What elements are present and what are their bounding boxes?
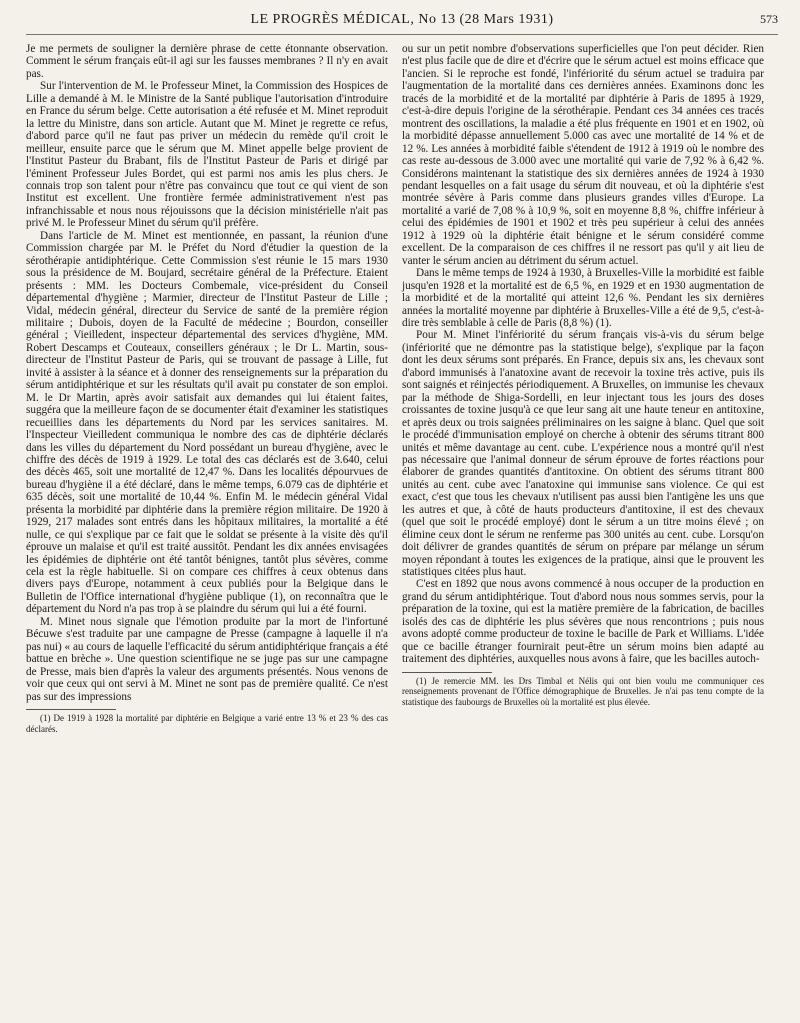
footnote: (1) De 1919 à 1928 la mortalité par diphtérie en Belgique a varié entre 13 % et 23 % des cas déclarés. <box>26 713 388 734</box>
text-columns <box>26 43 778 734</box>
paragraph: Sur l'intervention de M. le Professeur Minet, la Commission des Hospices de Lille a demandé à M. le Ministre de la Santé publique l'autorisation d'introduire en France du sérum belge. Cette autorisation a été refusée et M. Minet reproduit la lettre du Ministre, dans son article. Autant que M. Minet je regrette ce refus, d'abord parce qu'il ne faut pas priver un médecin du remède qu'il croit le meilleur, ensuite parce que le sérum que M. Minet appelle belge provient de l'Institut Pasteur du Brabant, fils de l'Institut Pasteur de Paris et dirigé par l'éminent Professeur Jules Bordet, qui est parmi nos amis les plus chers. Je connais trop son talent pour n'être pas convaincu que tout ce qui vient de son Institut est excellent. Une frontière fermée administrativement n'est pas infranchissable et nous nous réjouissons que la décision ministérielle n'ait pas privé M. le Professeur Minet du sérum qu'il préfère. <box>26 80 388 230</box>
running-header <box>26 8 778 35</box>
journal-title: LE PROGRÈS MÉDICAL, No 13 (28 Mars 1931) <box>250 12 554 27</box>
page-number: 573 <box>760 12 778 26</box>
paragraph: M. Minet nous signale que l'émotion produite par la mort de l'infortuné Bécuwe s'est traduite par une campagne de Presse (campagne à laquelle il n'a pas nui) « au cours de laquelle l'efficacité du sérum antidiphtérique français a été battue en brèche ». Une question scientifique ne se juge pas sur une campagne de Presse, mais bien d'après la valeur des arguments présentés. Nous venons de voir que ceux qui ont servi à M. Minet ne sont pas de première qualité. Ce n'est pas sur des impressions <box>26 615 388 703</box>
left-column <box>26 43 388 734</box>
footnote-divider <box>402 672 492 673</box>
footnote: (1) Je remercie MM. les Drs Timbal et Nélis qui ont bien voulu me communiquer ces renseignements provenant de l'Office démographique de Bruxelles. Je n'ai pas tenu compte de la statistique des faubourgs de Bruxelles où la mortalité est plus élevée. <box>402 675 764 707</box>
footnote-divider <box>26 709 116 710</box>
paragraph: ou sur un petit nombre d'observations superficielles que l'on peut décider. Rien n'est plus facile que de dire et d'écrire que le sérum actuel est moins efficace que l'ancien. Si le reproche est fondé, l'infériorité du sérum actuel se traduira par l'augmentation de la mortalité dans ces dernières années. Examinons donc les tracés de la morbidité et de la mortalité par diphtérie à Paris de 1895 à 1929, c'est-à-dire depuis l'origine de la sérothérapie. Pendant ces 34 années ces tracés montrent des oscillations, la maladie a été plus fréquente en 1901 et en 1902, où la morbidité dépasse annuellement 5.000 cas avec une mortalité de 14 % et de 12 %. Les années à morbidité faible s'étendent de 1912 à 1919 où le nombre des cas reste au-dessous de 3.000 avec une mortalité qui varie de 7,92 % à 6,42 %. Considérons maintenant la statistique des six dernières années de 1924 à 1930 pendant lesquelles on a fait usage du sérum dit nouveau, et où la diphtérie s'est montrée sévère à Paris comme dans plusieurs grandes villes d'Europe. La mortalité a varié de 7,08 % à 10,9 %, soit en moyenne 8,8 %, chiffre inférieur à celui des épidémies de 1901 et 1902 et très peu supérieur à celui des années 1912 à 1929 où la diphtérie était bénigne et le sérum considéré comme excellent. De la comparaison de ces chiffres il ne ressort pas qu'il y ait lieu de vanter le sérum ancien au détriment du sérum actuel. <box>402 43 764 267</box>
paragraph: Je me permets de souligner la dernière phrase de cette étonnante observation. Comment le sérum français eût-il agi sur les fausses membranes ? Il n'y en avait pas. <box>26 43 388 80</box>
right-column <box>402 43 764 734</box>
paragraph: C'est en 1892 que nous avons commencé à nous occuper de la production en grand du sérum antidiphtérique. Tout d'abord nous nous sommes servis, pour la préparation de la toxine, qui est la matière première de la fabrication, de bacilles isolés des cas de diphtérie les plus sévères que nous rencontrions ; puis nous avons adopté comme producteur de toxine le bacille de Park et Williams. L'idée que ce bacille étranger fournirait peut-être un sérum moins bien adapté au traitement des diphtéries, auxquelles nous avons à faire, que les bacilles autoch- <box>402 578 764 666</box>
paragraph: Dans l'article de M. Minet est mentionnée, en passant, la réunion d'une Commission chargée par M. le Préfet du Nord d'étudier la question de la sérothérapie antidiphtérique. Cette Commission s'est réunie le 15 mars 1930 sous la présidence de M. Boujard, secrétaire général de la Préfecture. Etaient présents : MM. les Docteurs Combemale, vice-président du Conseil départemental d'hygiène ; Marmier, directeur de l'Institut Pasteur de Lille ; Vidal, médecin général, directeur du Service de santé de la première région militaire ; Dubois, doyen de la Faculté de médecine ; Bourdon, conseiller général ; Vieilledent, inspecteur départemental des services d'hygiène, MM. Robert Descamps et Couteaux, conseillers généraux ; le Dr L. Martin, sous-directeur de l'Institut Pasteur de Paris, qui se trouvant de passage à Lille, fut invité à assister à la séance et à donner des renseignements sur la préparation du sérum antidiphtérique et sur les résultats qu'il avait pu constater de son emploi. M. le Dr Martin, après avoir satisfait aux demandes qui lui étaient faites, suggéra que la meilleure façon de se documenter était d'examiner les statistiques recueillies dans les départements du Nord par les services sanitaires. M. l'Inspecteur Vieilledent communiqua le nombre des cas de diphtérie déclarés dans les villes du département du Nord possédant un bureau d'hygiène, avec le chiffre des décès de 1919 à 1929. Le total des cas déclarés est de 3.640, celui des décès 465, soit une mortalité de 12,47 %. Dans les localités dépourvues de bureau d'hygiène il a été déclaré, dans le même temps, 6.079 cas de diphtérie et 635 décès, soit une mortalité de 10,44 %. Enfin M. le médecin général Vidal présenta la morbidité par diphtérie dans la première région militaire. De 1920 à 1929, 217 malades sont entrés dans les hôpitaux militaires, la mortalité a été nulle, ce qui s'explique par ce fait que le soldat se présente à la visite dès qu'il éprouve un malaise et qu'il est traité aussitôt. Pendant les dix années envisagées les épidémies de diphtérie ont été tantôt bénignes, tantôt plus sévères, comme cela est la règle habituelle. Si on compare ces chiffres à ceux obtenus dans divers pays d'Europe, notamment à ceux publiés pour la Belgique dans le Bulletin de l'Office international d'hygiène publique (1), on reconnaîtra que le département du Nord n'a pas trop à se plaindre du sérum qui lui a été fourni. <box>26 229 388 616</box>
paragraph: Pour M. Minet l'infériorité du sérum français vis-à-vis du sérum belge (infériorité que ne démontre pas la statistique belge), s'explique par la façon dont les deux sérums sont préparés. En France, depuis six ans, les chevaux sont d'abord immunisés à l'anatoxine avant de recevoir la toxine très active, puis ils sont saignés et réinjectés périodiquement. A Bruxelles, on immunise les chevaux par la méthode de Shiga-Sordelli, en leur injectant tous les jours des doses croissantes de toxine jusqu'à ce que leur sang ait une haute teneur en antitoxine, et après deux ou trois saignées préliminaires on les saigne à blanc. Quel que soit le procédé d'immunisation employé on cherche à obtenir des sérums titrant 800 unités et même davantage au cent. cube. L'expérience nous a montré qu'il n'est pas nécessaire que l'animal donneur de sérum éprouve de fortes réactions pour élaborer de grandes quantités d'antitoxine. On obtient des sérums titrant 800 unités au cent. cube avec l'anatoxine qui immunise sans violence. Ce qui est exact, c'est que tous les chevaux n'utilisent pas aussi bien l'antigène les uns que les autres et que, à côté de hauts producteurs d'antitoxine, il est des chevaux (quel que soit le procédé employé) dont le sérum a un titre moins élevé ; on élimine ceux dont le sérum ne renferme pas 300 unités au cent. cube. Lorsqu'on doit délivrer de grandes quantités de sérum on prépare par mélange un sérum moyen répondant à toutes les exigences de la pratique, ainsi que le prouvent les statistiques citées plus haut. <box>402 329 764 579</box>
paragraph: Dans le même temps de 1924 à 1930, à Bruxelles-Ville la morbidité est faible jusqu'en 1928 et la mortalité est de 6,5 %, en 1929 et en 1930 augmentation de la morbidité et de la mortalité qui atteint 12,6 %. Pendant les six dernières années la mortalité moyenne par diphtérie à Bruxelles-Ville a été de 9,5, c'est-à-dire très semblable à celle de Paris (8,8 %) (1). <box>402 267 764 329</box>
